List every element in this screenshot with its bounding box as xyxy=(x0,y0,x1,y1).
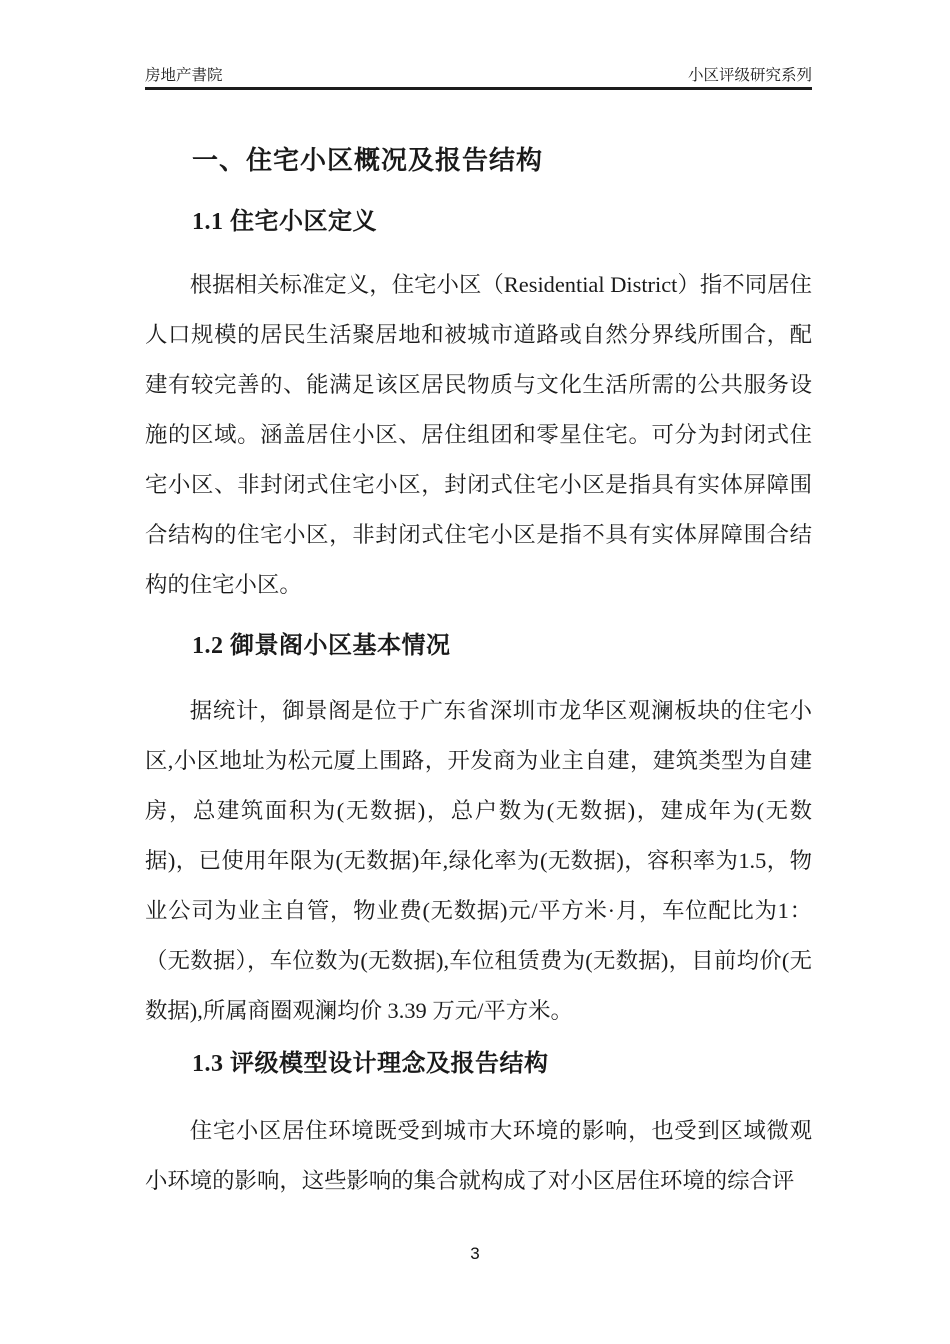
section-heading-1-3: 1.3 评级模型设计理念及报告结构 xyxy=(192,1051,549,1077)
section-1-1-paragraph: 根据相关标准定义，住宅小区（Residential District）指不同居住人口规模的居民生活聚居地和被城市道路或自然分界线所围合，配建有较完善的、能满足该区居民物质与文化生活所需的公共服务设施的区域。涵盖居住小区、居住组团和零星住宅。可分为封闭式住宅小区、非封闭式住宅小区，封闭式住宅小区是指具有实体屏障围合结构的住宅小区，非封闭式住宅小区是指不具有实体屏障围合结构的住宅小区。 xyxy=(145,272,812,597)
page-footer xyxy=(0,1244,950,1264)
page-number: 3 xyxy=(470,1244,480,1263)
page-header xyxy=(145,0,812,90)
section-1-2-paragraph: 据统计，御景阁是位于广东省深圳市龙华区观澜板块的住宅小区,小区地址为松元厦上围路，开发商为业主自建，建筑类型为自建房，总建筑面积为(无数据)，总户数为(无数据)，建成年为(无数据)，已使用年限为(无数据)年,绿化率为(无数据)，容积率为1.5，物业公司为业主自管，物业费(无数据)元/平方米·月，车位配比为1：（无数据），车位数为(无数据),车位租赁费为(无数据)，目前均价(无数据),所属商圈观澜均价 3.39 万元/平方米。 xyxy=(145,698,812,1023)
header-left-text: 房地产書院 xyxy=(145,67,223,84)
header-right-text: 小区评级研究系列 xyxy=(687,67,812,84)
section-1-3-paragraph: 住宅小区居住环境既受到城市大环境的影响，也受到区域微观小环境的影响，这些影响的集合就构成了对小区居住环境的综合评 xyxy=(145,1118,812,1193)
document-title: 一、住宅小区概况及报告结构 xyxy=(192,146,544,175)
section-heading-1-1: 1.1 住宅小区定义 xyxy=(192,209,377,235)
section-heading-1-2: 1.2 御景阁小区基本情况 xyxy=(192,633,451,659)
